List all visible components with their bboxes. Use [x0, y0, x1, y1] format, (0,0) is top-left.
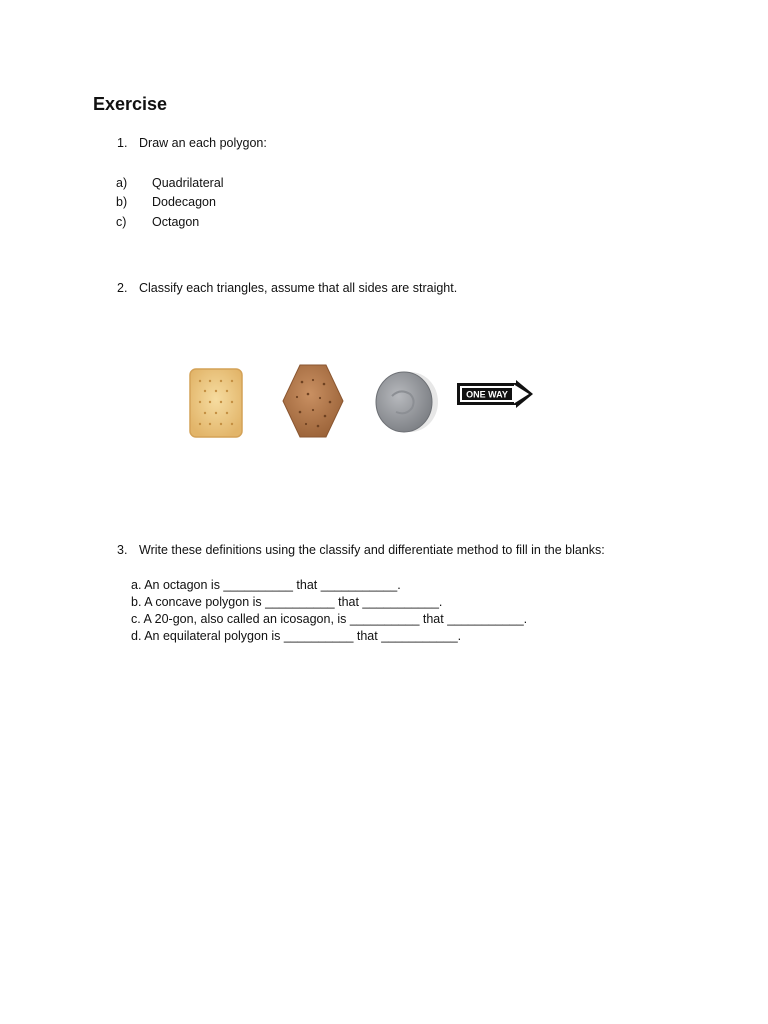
option-b-text: Dodecagon — [152, 195, 216, 209]
question-3-text: Write these definitions using the classify and differentiate method to fill in the blanks: — [139, 543, 605, 557]
option-c-letter: c) — [116, 215, 127, 229]
definition-c: c. A 20-gon, also called an icosagon, is __________ that ___________. — [131, 612, 528, 626]
definition-b: b. A concave polygon is __________ that ___________. — [131, 595, 443, 609]
one-way-sign-image — [456, 379, 534, 409]
coin-image — [372, 370, 440, 434]
question-1-text: Draw an each polygon: — [139, 136, 267, 150]
option-a-letter: a) — [116, 176, 128, 190]
option-b-letter: b) — [116, 195, 128, 209]
page-title: Exercise — [93, 94, 168, 114]
question-2-number: 2. — [117, 281, 128, 295]
question-2-text: Classify each triangles, assume that all sides are straight. — [139, 281, 458, 295]
option-a-text: Quadrilateral — [152, 176, 224, 190]
option-c-text: Octagon — [152, 215, 200, 229]
one-way-sign-text: ONE WAY — [466, 389, 508, 400]
definition-d: d. An equilateral polygon is __________ that ___________. — [131, 629, 462, 643]
hexagon-cracker-image — [280, 362, 346, 440]
question-3-number: 3. — [117, 543, 128, 557]
question-1-number: 1. — [117, 136, 128, 150]
square-cracker-image — [186, 366, 246, 440]
definition-a: a. An octagon is __________ that ___________. — [131, 578, 401, 592]
